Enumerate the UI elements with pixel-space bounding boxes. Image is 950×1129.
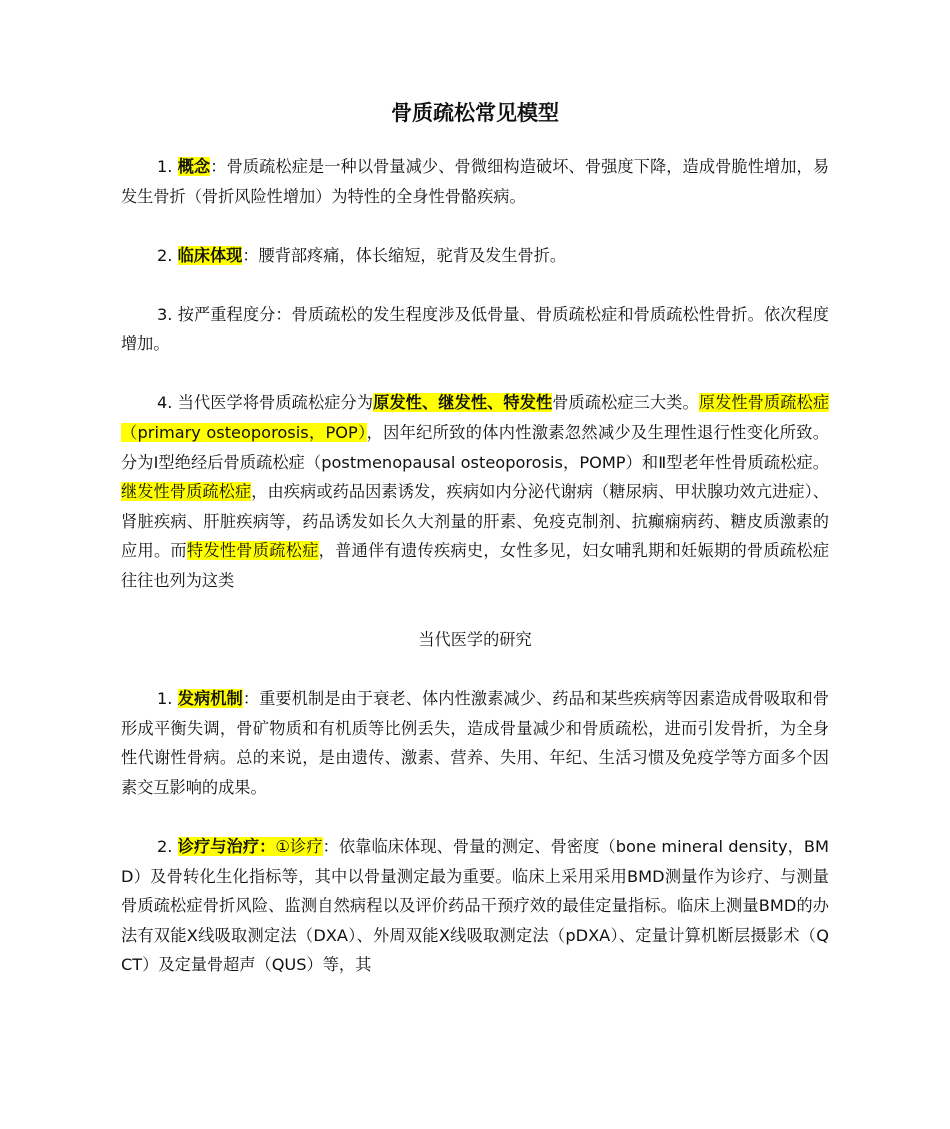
paragraph-classification xyxy=(121,388,829,595)
paragraph-number: 1. xyxy=(157,689,178,709)
document-page xyxy=(121,96,829,1010)
paragraph-text: ：腰背部疼痛，体长缩短，驼背及发生骨折。 xyxy=(242,245,567,265)
paragraph-clinical xyxy=(121,241,829,271)
paragraph-number: 2. xyxy=(157,837,178,857)
paragraph-text: ：骨质疏松症是一种以骨量减少、骨微细构造破坏、骨强度下降，造成骨脆性增加，易发生骨折（骨折风险性增加）为特性的全身性骨骼疾病。 xyxy=(121,157,830,206)
paragraph-number: 2. xyxy=(157,245,178,265)
highlight-types: 原发性、继发性、特发性 xyxy=(373,393,553,413)
highlight-diagnosis-treatment: 诊疗与治疗： xyxy=(177,837,276,857)
paragraph-text: ：重要机制是由于衰老、体内性激素减少、药品和某些疾病等因素造成骨吸取和骨形成平衡失调，骨矿物质和有机质等比例丢失，造成骨量减少和骨质疏松，进而引发骨折，为全身性代谢性骨病。总的来说，是由遗传、激素、营养、失用、年纪、生活习惯及免疫学等方面多个因素交互影响的成果。 xyxy=(121,689,830,797)
paragraph-severity xyxy=(121,300,829,359)
highlight-diagnosis: ①诊疗 xyxy=(275,837,323,857)
paragraph-text: 4. 当代医学将骨质疏松症分为 xyxy=(157,393,374,413)
document-title: 骨质疏松常见模型 xyxy=(391,101,559,125)
highlight-concept: 概念 xyxy=(177,157,211,176)
highlight-clinical: 临床体现 xyxy=(177,245,243,265)
paragraph-text: 3. 按严重程度分：骨质疏松的发生程度涉及低骨量、骨质疏松症和骨质疏松性骨折。依次程度增加。 xyxy=(121,304,829,354)
paragraph-text: 骨质疏松症三大类。 xyxy=(552,393,699,413)
paragraph-text: ：依靠临床体现、骨量的测定、骨密度（bone mineral density，BMD）及骨转化生化指标等，其中以骨量测定最为重要。临床上采用采用BMD测量作为诊疗、与测量骨质疏松症骨折风险、监测自然病程以及评价药品干预疗效的最佳定量指标。临床上测量BMD的办法有双能X线吸取测定法（DXA）、外周双能X线吸取测定法（pDXA）、定量计算机断层摄影术（QCT）及定量骨超声（QUS）等，其 xyxy=(121,837,830,975)
paragraph-diagnosis xyxy=(121,832,829,980)
paragraph-number: 1. xyxy=(157,157,178,176)
highlight-pathogenesis: 发病机制 xyxy=(177,689,243,709)
paragraph-text: ，因年纪所致的体内性激素忽然减少及生理性退行性变化所致。分为Ⅰ型绝经后骨质疏松症（postmenopausal osteoporosis，POMP）和Ⅱ型老年性骨质疏松症。 xyxy=(121,423,829,472)
paragraph-text: ，普通伴有遗传疾病史，女性多见，妇女哺乳期和妊娠期的骨质疏松症往往也列为这类 xyxy=(121,541,830,591)
section-heading: 当代医学的研究 xyxy=(418,630,532,650)
paragraph-text: ，由疾病或药品因素诱发，疾病如内分泌代谢病（糖尿病、甲状腺功效亢进症）、肾脏疾病、肝脏疾病等，药品诱发如长久大剂量的肝素、免疫克制剂、抗癫痫病药、糖皮质激素的应用。而 xyxy=(121,482,829,561)
highlight-secondary: 继发性骨质疏松症 xyxy=(121,482,252,502)
highlight-idiopathic: 特发性骨质疏松症 xyxy=(186,541,319,561)
paragraph-pathogenesis xyxy=(121,684,829,802)
highlight-primary: 原发性骨质疏松症（primary osteoporosis，POP） xyxy=(121,393,830,443)
paragraph-concept xyxy=(121,152,829,211)
